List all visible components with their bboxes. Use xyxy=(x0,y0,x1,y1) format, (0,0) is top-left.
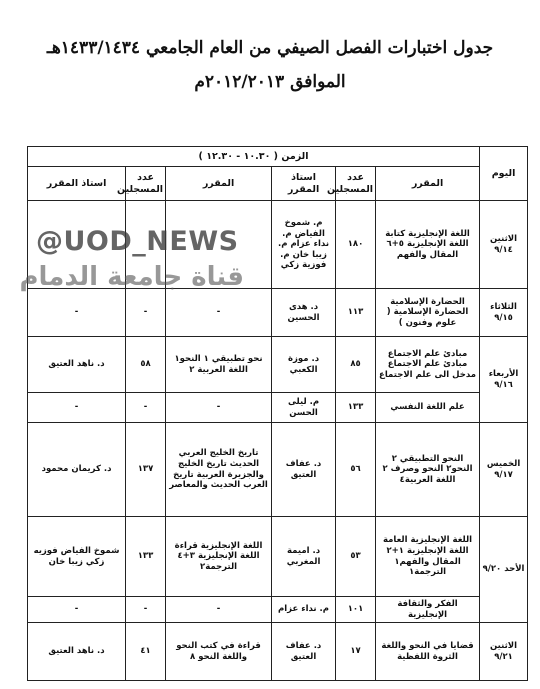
day-cell: الاثنين ٩/٢١ xyxy=(480,623,528,681)
day-header: اليوم xyxy=(480,147,528,201)
count-cell: ١٣٣ xyxy=(336,393,376,423)
table-row xyxy=(28,337,528,393)
table-row xyxy=(28,623,528,681)
table-row xyxy=(28,289,528,337)
teacher-cell: د. هدى الحسين xyxy=(272,289,336,337)
subject-cell: اللغة الإنجليزية قراءة اللغة الإنجليزية ٣+٤ الترجمة٢ xyxy=(166,517,272,597)
teacher-cell: د. كريمان محمود xyxy=(28,423,126,517)
count-cell: ٥٣ xyxy=(336,517,376,597)
count-cell: - xyxy=(126,597,166,623)
teacher-cell: د. عفاف العتيق xyxy=(272,623,336,681)
column-header-count: عدد المسجلين xyxy=(336,167,376,201)
teacher-cell: د. ناهد العتيق xyxy=(28,337,126,393)
teacher-cell: شموخ الفياض فوزيه زكي زيبا خان xyxy=(28,517,126,597)
count-cell: ١٠١ xyxy=(336,597,376,623)
watermark-handle: @UOD_NEWS xyxy=(36,226,239,257)
count-cell: ٨٥ xyxy=(336,337,376,393)
teacher-cell: م. ليلى الحسن xyxy=(272,393,336,423)
subject-cell: قضايا في النحو واللغة الثروة اللفظية xyxy=(376,623,480,681)
subject-cell: الحضارة الإسلامية الحضارة الإسلامية ( علوم وفنون ) xyxy=(376,289,480,337)
table-row xyxy=(28,423,528,517)
subject-cell: علم اللغة النفسي xyxy=(376,393,480,423)
teacher-cell: د. عفاف العتيق xyxy=(272,423,336,517)
count-cell: ٥٦ xyxy=(336,423,376,517)
day-cell: الأحد ٩/٢٠ xyxy=(480,517,528,623)
subject-cell: قراءة في كتب النحو واللغة النحو ٨ xyxy=(166,623,272,681)
teacher-cell: د. ناهد العتيق xyxy=(28,623,126,681)
subject-cell: اللغة الإنجليزية كتابة اللغة الإنجليزية ٥+٦ المقال والفهم xyxy=(376,201,480,289)
day-cell: الثلاثاء ٩/١٥ xyxy=(480,289,528,337)
subject-cell: نحو تطبيقي ١ النحو١ اللغة العربية ٢ xyxy=(166,337,272,393)
count-cell: ٤١ xyxy=(126,623,166,681)
subject-cell: - xyxy=(166,597,272,623)
column-header-subject: المقرر xyxy=(376,167,480,201)
page-title: جدول اختبارات الفصل الصيفي من العام الجامعي ١٤٣٣/١٤٣٤هـ xyxy=(46,38,494,58)
teacher-cell: - xyxy=(28,289,126,337)
count-cell: ١٣٧ xyxy=(126,423,166,517)
teacher-cell: د. موزة الكعبي xyxy=(272,337,336,393)
day-cell: الاثنين ٩/١٤ xyxy=(480,201,528,289)
subject-cell: - xyxy=(166,393,272,423)
teacher-cell: م. نداء عزام xyxy=(272,597,336,623)
count-cell: - xyxy=(126,393,166,423)
count-cell: - xyxy=(126,289,166,337)
teacher-cell: د. اميمة المغربي xyxy=(272,517,336,597)
subject-cell: تاريخ الخليج العربي الحديث تاريخ الخليج والجزيرة العربية تاريخ العرب الحديث والمعاصر xyxy=(166,423,272,517)
count-cell: ١٣٣ xyxy=(126,517,166,597)
column-header-count: عدد المسجلين xyxy=(126,167,166,201)
day-cell: الأربعاء ٩/١٦ xyxy=(480,337,528,423)
column-header-teacher: استاذ المقرر xyxy=(28,167,126,201)
count-cell: ١٨٠ xyxy=(336,201,376,289)
count-cell: ١٧ xyxy=(336,623,376,681)
subject-cell: اللغة الإنجليزية العامة اللغة الإنجليزية ١+٢ المقال والفهم١ الترجمة١ xyxy=(376,517,480,597)
teacher-cell: - xyxy=(28,393,126,423)
subject-cell: مبادئ علم الاجتماع مبادئ علم الاجتماع مدخل الى علم الاجتماع xyxy=(376,337,480,393)
day-cell: الخميس ٩/١٧ xyxy=(480,423,528,517)
teacher-cell: - xyxy=(28,597,126,623)
page-subtitle: الموافق ٢٠١٢/٢٠١٣م xyxy=(194,72,346,92)
subject-cell: النحو التطبيقي ٢ النحو٢ النحو وصرف ٢ اللغة العربية٤ xyxy=(376,423,480,517)
time-header: الزمن ( ١٠.٣٠ - ١٢.٣٠ ) xyxy=(28,147,480,167)
subject-cell: الفكر والثقافة الإنجليزية xyxy=(376,597,480,623)
count-cell: ١١٣ xyxy=(336,289,376,337)
table-row xyxy=(28,597,528,623)
column-header-teacher: استاذ المقرر xyxy=(272,167,336,201)
table-row xyxy=(28,517,528,597)
table-row xyxy=(28,393,528,423)
teacher-cell: م. شموخ الفياض م. نداء عزام م. زيبا خان م. فوزية زكي xyxy=(272,201,336,289)
subject-cell: - xyxy=(166,289,272,337)
count-cell: ٥٨ xyxy=(126,337,166,393)
column-header-subject: المقرر xyxy=(166,167,272,201)
watermark-channel: قناة جامعة الدمام xyxy=(19,262,244,292)
